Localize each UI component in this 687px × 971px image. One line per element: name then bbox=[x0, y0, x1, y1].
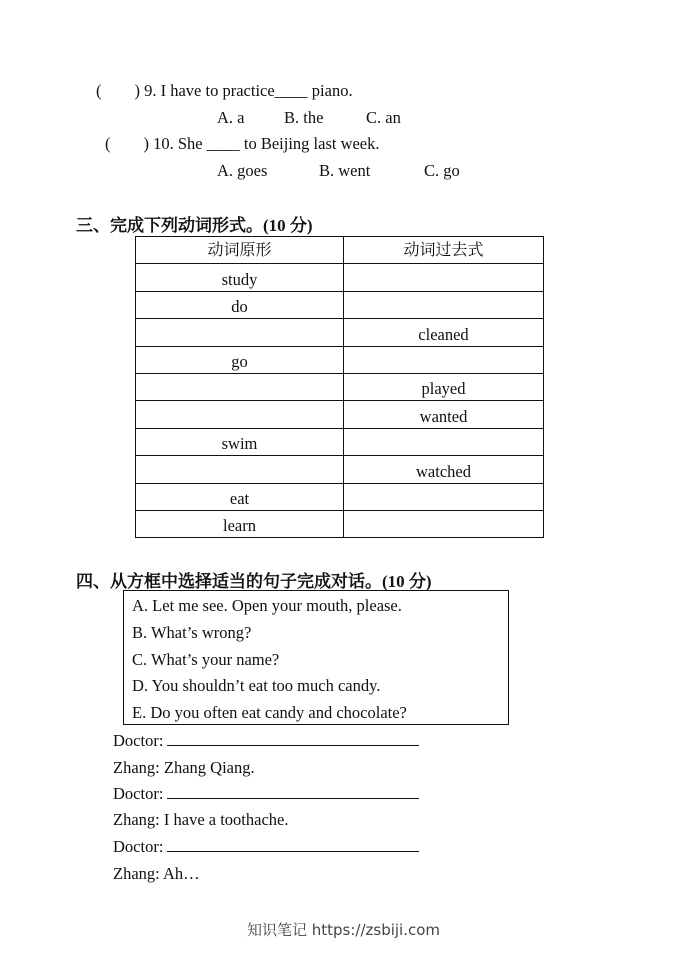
question-9 bbox=[96, 81, 353, 101]
dialogue-text: Ah… bbox=[162, 864, 200, 883]
question-9-option-a: A. a bbox=[217, 108, 245, 127]
table-row bbox=[136, 346, 544, 373]
table-row bbox=[136, 264, 544, 291]
choice-c: C. What’s your name? bbox=[132, 650, 280, 669]
base-form-cell[interactable] bbox=[136, 401, 344, 428]
base-form-cell: eat bbox=[136, 483, 344, 510]
past-tense-cell: watched bbox=[344, 456, 544, 483]
dialogue-line bbox=[113, 758, 255, 778]
speaker-label: Zhang: bbox=[113, 758, 160, 777]
speaker-label: Doctor: bbox=[113, 837, 164, 856]
question-10-stem: ( ) 10. She ____ to Beijing last week. bbox=[105, 134, 380, 153]
section-4-heading bbox=[76, 567, 432, 592]
verb-forms-table bbox=[135, 236, 544, 538]
question-10-option-a: A. goes bbox=[217, 161, 268, 180]
question-10-option-b: B. went bbox=[319, 161, 371, 180]
dialogue-line bbox=[113, 810, 288, 830]
choice-d: D. You shouldn’t eat too much candy. bbox=[132, 676, 381, 695]
table-row bbox=[136, 510, 544, 537]
past-tense-cell[interactable] bbox=[344, 483, 544, 510]
past-tense-cell[interactable] bbox=[344, 291, 544, 318]
table-row bbox=[136, 319, 544, 346]
header-base-form: 动词原形 bbox=[136, 237, 344, 264]
past-tense-cell[interactable] bbox=[344, 346, 544, 373]
section-3-heading bbox=[76, 211, 313, 236]
answer-blank[interactable] bbox=[167, 744, 419, 746]
past-tense-cell: wanted bbox=[344, 401, 544, 428]
dialogue-line bbox=[113, 837, 419, 857]
dialogue-line bbox=[113, 864, 200, 884]
question-10 bbox=[105, 134, 380, 154]
past-tense-cell[interactable] bbox=[344, 510, 544, 537]
speaker-label: Zhang: bbox=[113, 810, 160, 829]
past-tense-cell: cleaned bbox=[344, 319, 544, 346]
table-row bbox=[136, 401, 544, 428]
dialogue-line bbox=[113, 731, 419, 751]
question-9-option-b: B. the bbox=[284, 108, 324, 127]
choice-a: A. Let me see. Open your mouth, please. bbox=[132, 596, 402, 615]
question-9-stem: ( ) 9. I have to practice____ piano. bbox=[96, 81, 353, 100]
choices-box bbox=[123, 590, 509, 725]
footer-watermark: 知识笔记 https://zsbiji.com bbox=[246, 921, 441, 939]
question-10-option-c: C. go bbox=[424, 161, 460, 180]
base-form-cell[interactable] bbox=[136, 319, 344, 346]
choice-b: B. What’s wrong? bbox=[132, 623, 252, 642]
past-tense-cell: played bbox=[344, 373, 544, 400]
section-4-score: (10 分) bbox=[382, 572, 432, 591]
dialogue-text: I have a toothache. bbox=[163, 810, 289, 829]
section-3-score: (10 分) bbox=[263, 216, 313, 235]
choice-e: E. Do you often eat candy and chocolate? bbox=[132, 703, 407, 722]
dialogue-line bbox=[113, 784, 419, 804]
table-row bbox=[136, 456, 544, 483]
base-form-cell: do bbox=[136, 291, 344, 318]
table-row bbox=[136, 428, 544, 455]
dialogue-text: Zhang Qiang. bbox=[163, 758, 255, 777]
base-form-cell: study bbox=[136, 264, 344, 291]
speaker-label: Doctor: bbox=[113, 784, 164, 803]
answer-blank[interactable] bbox=[167, 797, 419, 799]
table-row bbox=[136, 373, 544, 400]
table-row bbox=[136, 291, 544, 318]
base-form-cell[interactable] bbox=[136, 373, 344, 400]
question-9-option-c: C. an bbox=[366, 108, 401, 127]
past-tense-cell[interactable] bbox=[344, 264, 544, 291]
section-4-title: 四、从方框中选择适当的句子完成对话。 bbox=[76, 572, 382, 592]
speaker-label: Zhang: bbox=[113, 864, 160, 883]
answer-blank[interactable] bbox=[167, 850, 419, 852]
base-form-cell: swim bbox=[136, 428, 344, 455]
speaker-label: Doctor: bbox=[113, 731, 164, 750]
past-tense-cell[interactable] bbox=[344, 428, 544, 455]
section-3-title: 三、完成下列动词形式。 bbox=[76, 216, 263, 236]
table-header-row bbox=[136, 237, 544, 264]
header-past-tense: 动词过去式 bbox=[344, 237, 544, 264]
base-form-cell[interactable] bbox=[136, 456, 344, 483]
base-form-cell: go bbox=[136, 346, 344, 373]
base-form-cell: learn bbox=[136, 510, 344, 537]
table-row bbox=[136, 483, 544, 510]
